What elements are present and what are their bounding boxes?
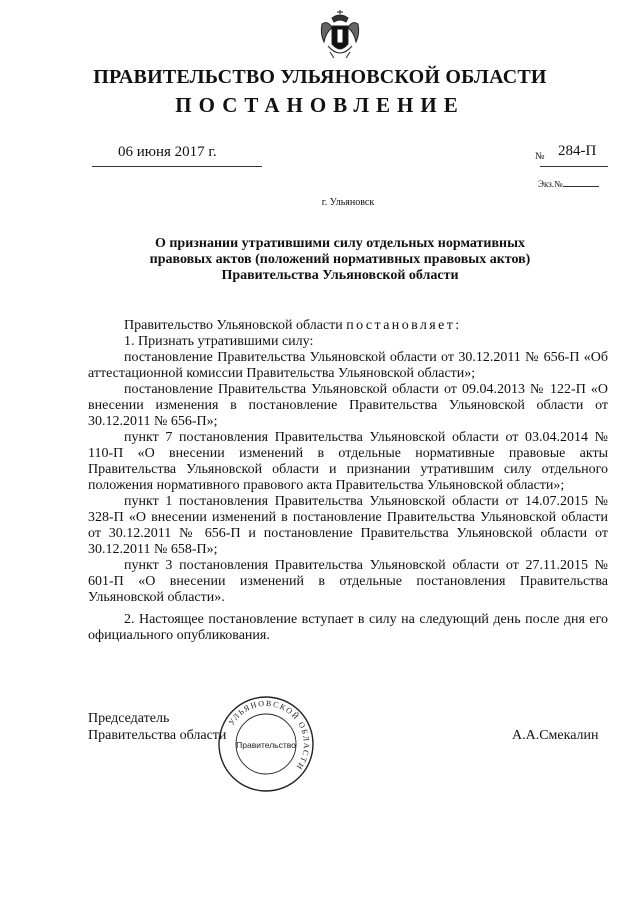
copy-number bbox=[538, 178, 599, 189]
date-underline bbox=[92, 166, 262, 167]
list-item: пункт 7 постановления Правительства Ульяновской области от 03.04.2014 № 110-П «О внесении изменений в отдельные нормативные правовые акты Правительства Ульяновской области и признании утратившим силу отдельного положения нормативного правового акта Правительства Ульяновской области»; bbox=[88, 430, 608, 493]
list-item: постановление Правительства Ульяновской области от 09.04.2013 № 122-П «О внесении изменения в постановление Правительства Ульяновской области от 30.12.2011 № 656-П»; bbox=[88, 382, 608, 429]
title-line: Правительства Ульяновской области bbox=[221, 268, 459, 283]
signatory-name: А.А.Смекалин bbox=[512, 728, 599, 743]
document-type: ПОСТАНОВЛЕНИЕ bbox=[175, 93, 465, 117]
document-body bbox=[88, 318, 608, 644]
paragraph-2: 2. Настоящее постановление вступает в силу на следующий день после дня его официального опубликования. bbox=[88, 612, 608, 643]
seal-center-text: Правительство bbox=[236, 740, 296, 750]
list-item: пункт 3 постановления Правительства Ульяновской области от 27.11.2015 № 601-П «О внесении изменений в отдельные постановления Правительства Ульяновской области». bbox=[88, 558, 608, 605]
copy-label: Экз.№ bbox=[538, 179, 563, 189]
title-line: О признании утратившими силу отдельных нормативных bbox=[154, 236, 526, 251]
title-line: правовых актов (положений нормативных правовых актов) bbox=[149, 252, 531, 267]
number-sign: № bbox=[535, 151, 545, 162]
number-underline bbox=[540, 166, 608, 167]
government-name: ПРАВИТЕЛЬСТВО УЛЬЯНОВСКОЙ ОБЛАСТИ bbox=[93, 66, 547, 88]
position-line: Председатель bbox=[88, 711, 170, 726]
coat-of-arms-icon bbox=[318, 8, 362, 62]
document-date: 06 июня 2017 г. bbox=[118, 144, 217, 160]
paragraph-1: 1. Признать утратившими силу: bbox=[124, 334, 314, 349]
document-number: 284-П bbox=[558, 143, 597, 159]
position-line: Правительства области bbox=[88, 728, 227, 743]
intro-line bbox=[88, 318, 608, 334]
intro-prefix: Правительство Ульяновской области bbox=[124, 318, 347, 333]
signatory-position bbox=[88, 710, 226, 744]
city: г. Ульяновск bbox=[321, 197, 375, 208]
document-title bbox=[120, 236, 560, 284]
seal-outer-text: УЛЬЯНОВСКОЙ ОБЛАСТИ bbox=[226, 698, 312, 773]
intro-decree-word: постановляет: bbox=[346, 318, 462, 333]
official-seal-icon bbox=[216, 694, 316, 794]
copy-blank bbox=[563, 178, 599, 187]
list-item: постановление Правительства Ульяновской области от 30.12.2011 № 656-П «Об аттестационной комиссии Правительства Ульяновской области»; bbox=[88, 350, 608, 381]
list-item: пункт 1 постановления Правительства Ульяновской области от 14.07.2015 № 328-П «О внесении изменений в постановление Правительства Ульяновской области от 30.12.2011 № 656-П и постановление Правительства Ульяновской области от 30.12.2011 № 658-П»; bbox=[88, 494, 608, 557]
